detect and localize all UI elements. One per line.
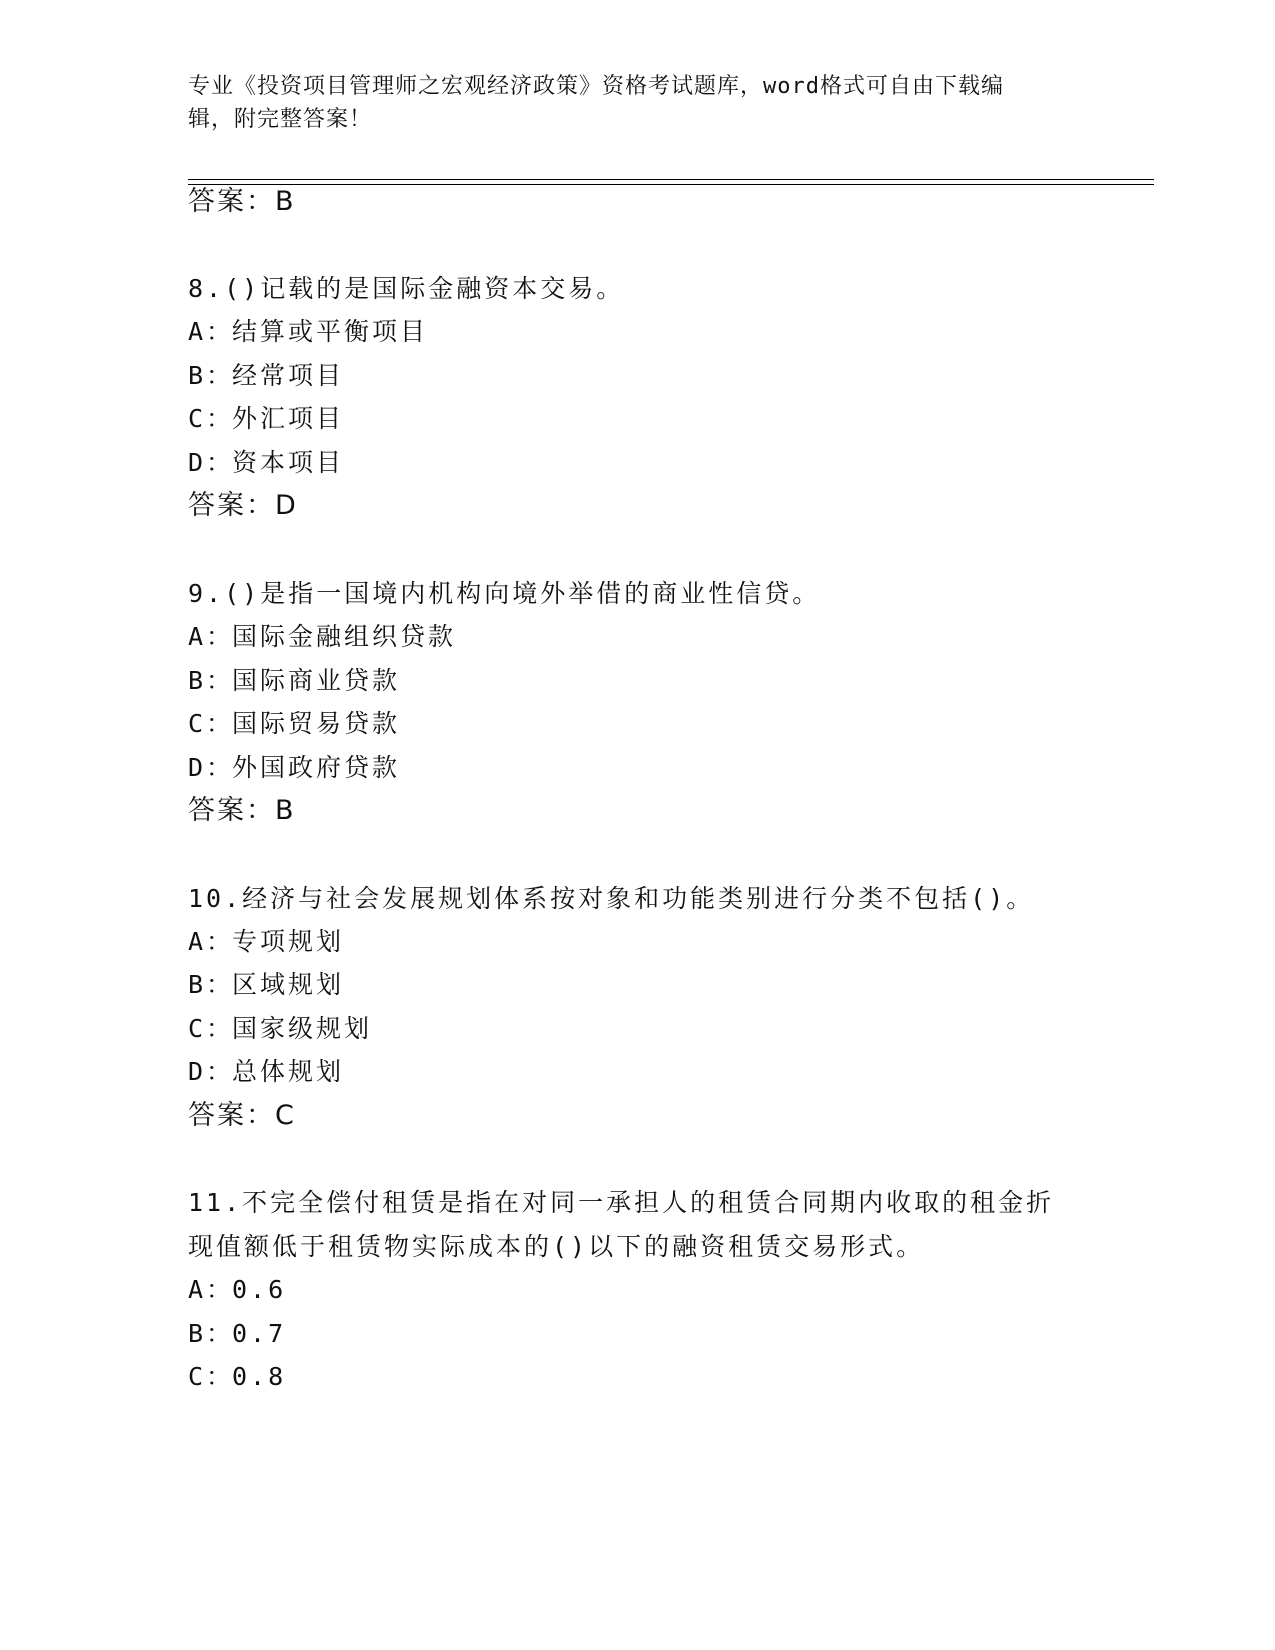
- option-key: C：: [188, 1014, 235, 1043]
- question-8-answer: 答案：D: [188, 490, 298, 521]
- option-text: 外国政府贷款: [232, 753, 401, 782]
- option-key: B：: [188, 361, 235, 390]
- option-text: 国家级规划: [232, 1014, 373, 1043]
- question-11-stem-line-1: 11.不完全偿付租赁是指在对同一承担人的租赁合同期内收取的租金折: [188, 1188, 1055, 1217]
- option-key: D：: [188, 1057, 235, 1086]
- option-text: 0.7: [232, 1319, 287, 1348]
- question-9-stem: 9.()是指一国境内机构向境外举借的商业性信贷。: [188, 579, 821, 608]
- option-text: 0.6: [232, 1275, 287, 1304]
- option-key: C：: [188, 404, 235, 433]
- question-9-answer: 答案：B: [188, 795, 296, 826]
- header-line-1: 专业《投资项目管理师之宏观经济政策》资格考试题库，word格式可自由下载编: [188, 74, 1004, 99]
- question-11-option-c: [188, 1360, 286, 1394]
- header-rule-bottom: [188, 184, 1154, 185]
- question-10-stem: 10.经济与社会发展规划体系按对象和功能类别进行分类不包括()。: [188, 884, 1035, 913]
- question-11-option-a: [188, 1273, 286, 1307]
- option-key: C：: [188, 709, 235, 738]
- answer-prev: 答案：B: [188, 186, 296, 217]
- option-key: D：: [188, 753, 235, 782]
- option-text: 总体规划: [232, 1057, 345, 1086]
- option-key: B：: [188, 1319, 235, 1348]
- option-text: 资本项目: [232, 448, 345, 477]
- question-8-option-d: [188, 446, 344, 480]
- option-key: B：: [188, 666, 235, 695]
- question-8-stem: 8.()记载的是国际金融资本交易。: [188, 274, 625, 303]
- question-10-answer: 答案：C: [188, 1100, 296, 1131]
- question-8-option-b: [188, 359, 344, 393]
- question-8-option-a: [188, 315, 428, 349]
- option-key: A：: [188, 1275, 235, 1304]
- option-key: D：: [188, 448, 235, 477]
- option-key: A：: [188, 927, 235, 956]
- question-10-option-a: [188, 925, 344, 959]
- option-text: 0.8: [232, 1362, 287, 1391]
- question-11-stem-line-2: 现值额低于租赁物实际成本的()以下的融资租赁交易形式。: [188, 1232, 925, 1261]
- question-9-option-d: [188, 751, 400, 785]
- question-9-option-a: [188, 620, 456, 654]
- question-9-option-c: [188, 707, 400, 741]
- header-rule-top: [188, 179, 1154, 180]
- option-text: 结算或平衡项目: [232, 317, 429, 346]
- option-key: A：: [188, 317, 235, 346]
- option-text: 区域规划: [232, 970, 345, 999]
- question-10-option-c: [188, 1012, 372, 1046]
- option-text: 国际贸易贷款: [232, 709, 401, 738]
- option-text: 专项规划: [232, 927, 345, 956]
- option-text: 外汇项目: [232, 404, 345, 433]
- question-8-option-c: [188, 402, 344, 436]
- option-text: 国际金融组织贷款: [232, 622, 457, 651]
- document-header: [188, 70, 1088, 136]
- option-key: B：: [188, 970, 235, 999]
- option-key: C：: [188, 1362, 235, 1391]
- option-key: A：: [188, 622, 235, 651]
- option-text: 国际商业贷款: [232, 666, 401, 695]
- question-11-option-b: [188, 1317, 286, 1351]
- question-10-option-b: [188, 968, 344, 1002]
- option-text: 经常项目: [232, 361, 345, 390]
- header-line-2: 辑，附完整答案！: [188, 107, 373, 132]
- question-9-option-b: [188, 664, 400, 698]
- question-10-option-d: [188, 1055, 344, 1089]
